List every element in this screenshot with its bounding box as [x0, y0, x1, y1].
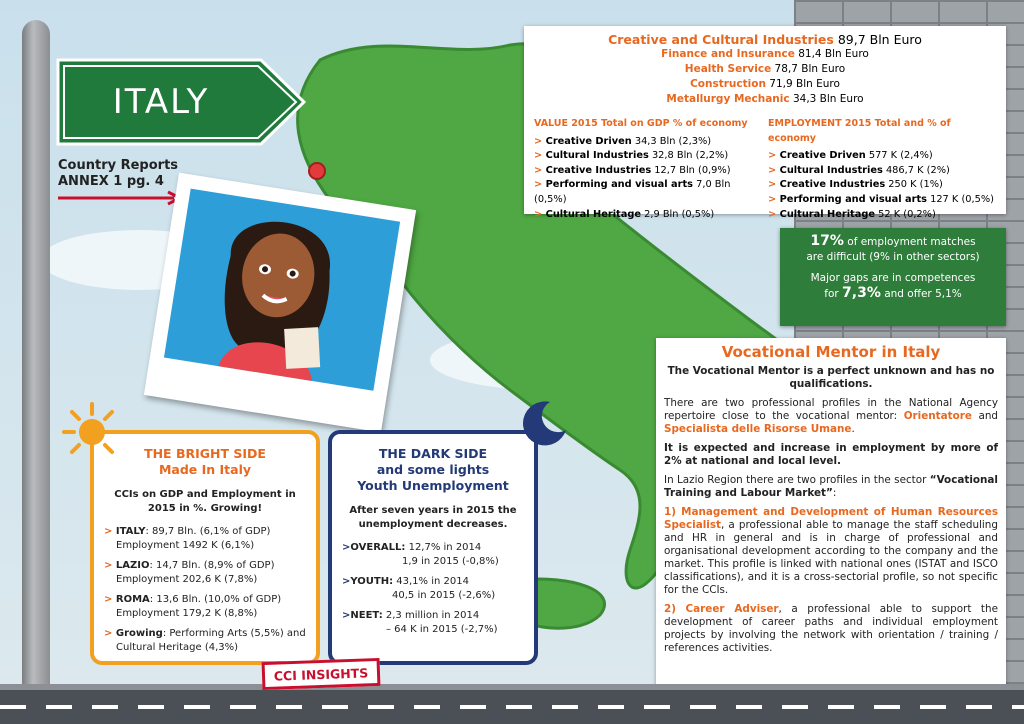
list-item: > Cultural Industries 32,8 Bln (2,2%): [534, 149, 762, 164]
employment-heading: EMPLOYMENT 2015 Total and % of economy: [768, 118, 951, 144]
country-reports-line2: ANNEX 1 pg. 4: [58, 174, 164, 189]
list-item: > Creative Driven 577 K (2,4%): [768, 149, 996, 164]
employment-gaps-box: 17% of employment matches are difficult (9% in other sectors) Major gaps are in competences for 7,3% and offer 5,1%: [780, 228, 1006, 326]
dark-sub: After seven years in 2015 the unemployment decreases.: [349, 505, 517, 530]
mentor-paragraph: There are two professional profiles in the National Agency repertoire close to the vocational mentor: Orientatore and Specialista delle Risorse Umane.: [664, 397, 999, 435]
dark-title: THE DARK SIDE: [378, 446, 488, 461]
road: [0, 690, 1024, 724]
cci-main-value: 89,7 Bln Euro: [837, 32, 922, 47]
list-item: > Cultural Heritage 52 K (0,2%): [768, 208, 996, 223]
bright-side-panel: [90, 430, 320, 665]
list-item: > LAZIO: 14,7 Bln. (8,9% of GDP) Employment 202,6 K (7,8%): [104, 559, 306, 586]
cci-main-label: Creative and Cultural Industries: [608, 32, 834, 47]
sun-icon: [60, 400, 124, 464]
cci-totals: Creative and Cultural Industries 89,7 Bln Euro Finance and Insurance 81,4 Bln Euro Health Service 78,7 Bln Euro Construction 71,9 Bln Euro Metallurgy Mechanic 34,3 Bln Euro: [608, 32, 922, 105]
country-reports-line1: Country Reports: [58, 158, 179, 173]
list-item: > NEET: 2,3 million in 2014 – 64 K in 2015 (-2,7%): [342, 609, 524, 636]
list-item: > Creative Industries 250 K (1%): [768, 178, 996, 193]
value-column: [534, 117, 762, 222]
list-item: > Creative Industries 12,7 Bln (0,9%): [534, 164, 762, 179]
mentor-title: Vocational Mentor in Italy: [721, 343, 941, 361]
list-item: > Performing and visual arts 127 K (0,5%): [768, 193, 996, 208]
bright-title: THE BRIGHT SIDE: [144, 446, 266, 461]
list-item: > ITALY: 89,7 Bln. (6,1% of GDP) Employment 1492 K (6,1%): [104, 525, 306, 552]
list-item: > Creative Driven 34,3 Bln (2,3%): [534, 135, 762, 150]
sign-pole: [22, 20, 50, 724]
woman-icon: [164, 189, 400, 391]
sign-title: ITALY: [112, 82, 210, 122]
list-item: > Growing: Performing Arts (5,5%) and Cultural Heritage (4,3%): [104, 627, 306, 654]
vocational-mentor-panel: [656, 338, 1006, 692]
mentor-paragraph: It is expected and increase in employment by more of 2% at national and local level.: [664, 442, 998, 467]
bright-subtitle: Made In Italy: [158, 462, 252, 477]
list-item: > Performing and visual arts 7,0 Bln (0,5%): [534, 178, 762, 207]
pin-icon: [306, 160, 328, 182]
bright-sub: CCIs on GDP and Employment in 2015 in %. Growing!: [114, 489, 296, 514]
mentor-profile-2: 2) Career Adviser, a professional able to support the development of career paths and individual employment projects by involving the network with orientation / training / references activities.: [664, 603, 998, 654]
value-heading: VALUE 2015 Total on GDP % of economy: [534, 118, 748, 129]
country-reports-label: [58, 158, 178, 190]
list-item: > OVERALL: 12,7% in 2014 1,9 in 2015 (-0,8%): [342, 541, 524, 568]
list-item: > Cultural Industries 486,7 K (2%): [768, 164, 996, 179]
moon-icon: [520, 398, 570, 448]
arrow-right-icon: [58, 190, 184, 206]
list-item: > ROMA: 13,6 Bln. (10,0% of GDP) Employment 179,2 K (8,8%): [104, 593, 306, 620]
dark-side-panel: THE DARK SIDE and some lights Youth Unemployment After seven years in 2015 the unemployment decreases. > OVERALL: 12,7% in 2014 1,9 in 2015 (-0,8%) > YOUTH: 43,1% in 2014 40,5 in 2015 (-2,6%) > NEET: 2,3 million in 2014 – 64 K in 2015 (-2,7%): [328, 430, 538, 665]
list-item: > Cultural Heritage 2,9 Bln (0,5%): [534, 208, 762, 223]
cci-insights-badge: CCI INSIGHTS: [262, 658, 381, 690]
employment-column: [768, 117, 996, 222]
mentor-paragraph: In Lazio Region there are two profiles in the sector “Vocational Training and Labour Market”:: [664, 474, 998, 499]
avatar-illustration: [164, 189, 400, 391]
mentor-profile-1: 1) Management and Development of Human Resources Specialist, a professional able to manage the staff scheduling and HR in general and is in charge of professional and organisational development according to the company and the market. This profile is linked with national ones (ISTAT and ISCO classifications), and it is a cross-sectorial profile, so not specific for the CCIs.: [664, 506, 998, 596]
list-item: > YOUTH: 43,1% in 2014 40,5 in 2015 (-2,6%): [342, 575, 524, 602]
cci-overview-panel: [524, 26, 1006, 220]
mentor-intro: The Vocational Mentor is a perfect unknown and has no qualifications.: [667, 365, 995, 390]
polaroid-photo: [144, 173, 416, 433]
